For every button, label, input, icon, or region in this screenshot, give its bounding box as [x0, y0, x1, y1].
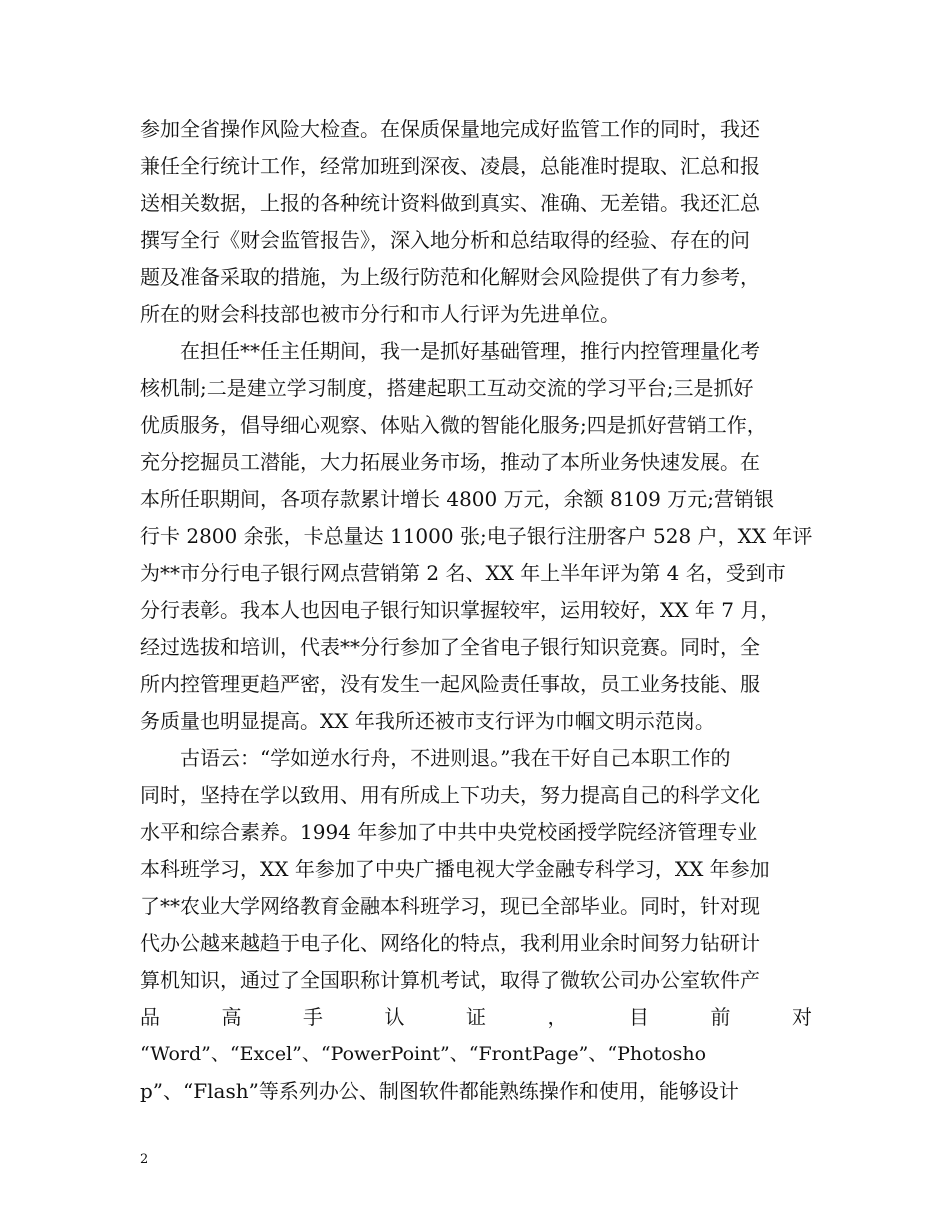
- justified-char: 品: [140, 1005, 160, 1029]
- text-line: 本所任职期间，各项存款累计增长 4800 万元，余额 8109 万元;营销银: [140, 487, 774, 511]
- text-line: 送相关数据，上报的各种统计资料做到真实、准确、无差错。我还汇总: [140, 191, 760, 215]
- justified-char: 前: [710, 1005, 731, 1029]
- text-line: 务质量也明显提高。XX 年我所还被市支行评为巾帼文明示范岗。: [140, 709, 715, 733]
- text-line: 兼任全行统计工作，经常加班到深夜、凌晨，总能准时提取、汇总和报: [140, 154, 760, 178]
- text-line: 参加全省操作风险大检查。在保质保量地完成好监管工作的同时，我还: [140, 117, 760, 141]
- paragraph-first-line: 古语云：“学如逆水行舟，不进则退。”我在干好自己本职工作的: [180, 746, 731, 770]
- justified-char: 目: [629, 1005, 649, 1029]
- text-line: 为**市分行电子银行网点营销第 2 名、XX 年上半年评为第 4 名，受到市: [140, 561, 786, 585]
- text-line: 题及准备采取的措施，为上级行防范和化解财会风险提供了有力参考，: [140, 265, 760, 289]
- text-line: 核机制;二是建立学习制度，搭建起职工互动交流的学习平台;三是抓好: [140, 376, 754, 400]
- text-line: 所内控管理更趋严密，没有发生一起风险责任事故，员工业务技能、服: [140, 672, 760, 696]
- justified-char: 证: [466, 1005, 486, 1029]
- text-line: 水平和综合素养。1994 年参加了中共中央党校函授学院经济管理专业: [140, 820, 758, 844]
- justified-char: 认: [384, 1005, 405, 1029]
- text-line: 算机知识，通过了全国职称计算机考试，取得了微软公司办公室软件产: [140, 968, 760, 992]
- text-line: 撰写全行《财会监管报告》，深入地分析和总结取得的经验、存在的问: [140, 228, 750, 252]
- justified-char: 手: [303, 1005, 323, 1029]
- text-line: 本科班学习，XX 年参加了中央广播电视大学金融专科学习，XX 年参加: [140, 857, 770, 881]
- paragraph-first-line: 在担任**任主任期间，我一是抓好基础管理，推行内控管理量化考: [180, 339, 760, 363]
- text-line: p”、“Flash”等系列办公、制图软件都能熟练操作和使用，能够设计: [140, 1079, 739, 1103]
- justified-char: ，: [547, 1005, 568, 1029]
- text-line: 充分挖掘员工潜能，大力拓展业务市场，推动了本所业务快速发展。在: [140, 450, 760, 474]
- text-line: 分行表彰。我本人也因电子银行知识掌握较牢，运用较好，XX 年 7 月，: [140, 598, 781, 622]
- page-number: 2: [140, 1152, 149, 1167]
- justified-char: 高: [221, 1005, 242, 1029]
- text-line: 代办公越来越趋于电子化、网络化的特点，我利用业余时间努力钻研计: [140, 931, 760, 955]
- text-line: 经过选拔和培训，代表**分行参加了全省电子银行知识竞赛。同时，全: [140, 635, 760, 659]
- text-line: “Word”、“Excel”、“PowerPoint”、“FrontPage”、“Photosho: [140, 1043, 707, 1065]
- text-line: 了**农业大学网络教育金融本科班学习，现已全部毕业。同时，针对现: [140, 894, 760, 918]
- text-line: 所在的财会科技部也被市分行和市人行评为先进单位。: [140, 302, 620, 326]
- text-line: 优质服务，倡导细心观察、体贴入微的智能化服务;四是抓好营销工作，: [140, 413, 767, 437]
- justified-text-line: [140, 1004, 812, 1030]
- justified-char: 对: [792, 1005, 812, 1029]
- text-line: 同时，坚持在学以致用、用有所成上下功夫，努力提高自己的科学文化: [140, 783, 760, 807]
- text-line: 行卡 2800 余张，卡总量达 11000 张;电子银行注册客户 528 户，XX 年评: [140, 524, 813, 548]
